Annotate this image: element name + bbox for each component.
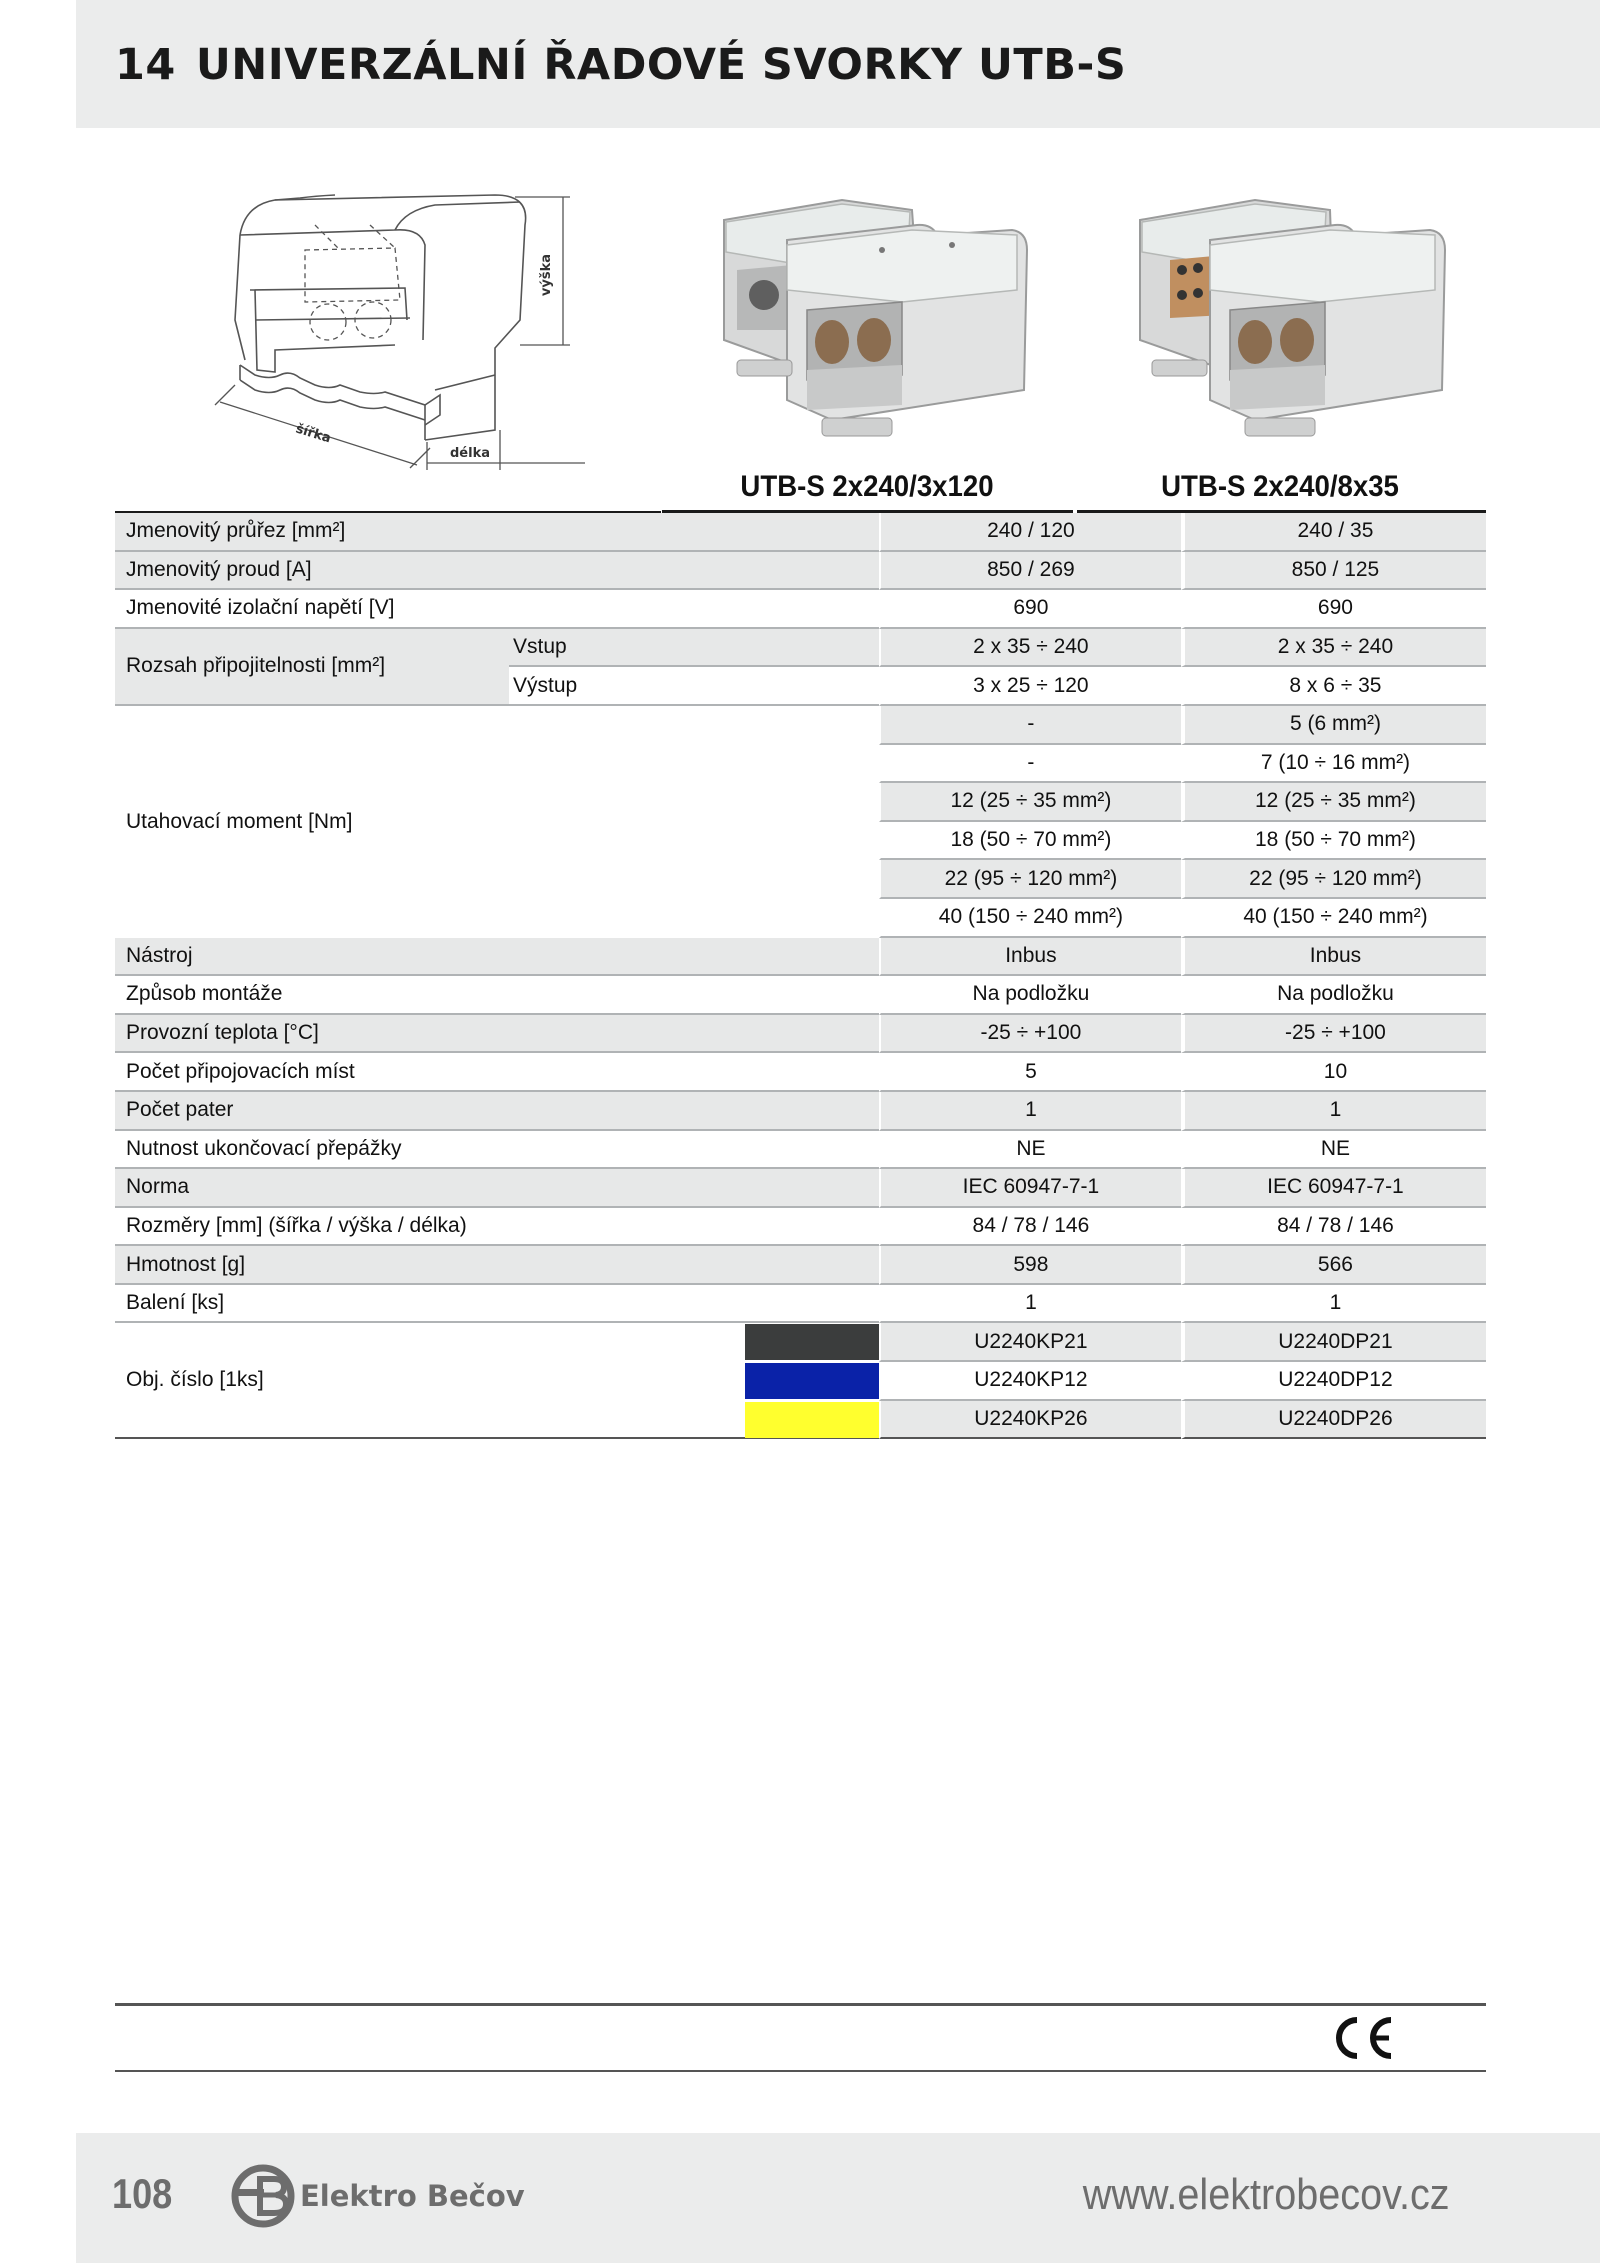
cell-value: 18 (50 ÷ 70 mm²)	[1181, 822, 1486, 861]
cell-value: 2 x 35 ÷ 240	[879, 629, 1181, 668]
cell-value: IEC 60947-7-1	[879, 1169, 1181, 1208]
product-photo-8x35	[1130, 190, 1465, 445]
color-swatch-black	[745, 1324, 879, 1360]
row-label: Obj. číslo [1ks]	[115, 1323, 509, 1439]
length-label: délka	[450, 446, 490, 461]
cell-value: Na podložku	[1181, 976, 1486, 1015]
row-label: Jmenovitý proud [A]	[115, 552, 879, 591]
table-row	[115, 1323, 1486, 1362]
cell-value: 40 (150 ÷ 240 mm²)	[879, 899, 1181, 938]
table-row	[115, 629, 1486, 668]
cell-value: 690	[879, 590, 1181, 629]
row-label: Jmenovitý průřez [mm²]	[115, 513, 879, 552]
cell-value: 850 / 125	[1181, 552, 1486, 591]
cell-value: Inbus	[879, 938, 1181, 977]
cell-value: 5 (6 mm²)	[1181, 706, 1486, 745]
cell-value: NE	[1181, 1131, 1486, 1170]
row-label: Jmenovité izolační napětí [V]	[115, 590, 879, 629]
cell-value: 598	[879, 1246, 1181, 1285]
cell-value: 1	[879, 1092, 1181, 1131]
row-label: Rozsah připojitelnosti [mm²]	[115, 629, 509, 706]
table-row	[115, 1053, 1486, 1092]
cell-value: 40 (150 ÷ 240 mm²)	[1181, 899, 1486, 938]
cell-value: 1	[879, 1285, 1181, 1324]
brand-logo-icon	[228, 2161, 298, 2231]
cell-value: U2240DP26	[1181, 1401, 1486, 1440]
cell-value: NE	[879, 1131, 1181, 1170]
divider	[115, 2003, 1486, 2006]
cell-value: 1	[1181, 1285, 1486, 1324]
cell-value: -	[879, 706, 1181, 745]
cell-value: -25 ÷ +100	[879, 1015, 1181, 1054]
section-title: UNIVERZÁLNÍ ŘADOVÉ SVORKY UTB-S	[195, 40, 1127, 90]
cell-value: 690	[1181, 590, 1486, 629]
row-label: Počet pater	[115, 1092, 879, 1131]
color-swatch-cell	[509, 1362, 879, 1401]
page-number: 108	[112, 2170, 173, 2217]
row-label: Norma	[115, 1169, 879, 1208]
cell-value: -	[879, 745, 1181, 784]
cell-value: 240 / 120	[879, 513, 1181, 552]
table-row	[115, 590, 1486, 629]
height-label: výška	[539, 253, 554, 297]
table-row	[115, 1208, 1486, 1247]
width-label: šířka	[293, 421, 333, 447]
cell-value: -25 ÷ +100	[1181, 1015, 1486, 1054]
color-swatch-yellow	[745, 1402, 879, 1438]
product-heading-2: UTB-S 2x240/8x35	[1161, 470, 1399, 503]
cell-value: 240 / 35	[1181, 513, 1486, 552]
row-label: Provozní teplota [°C]	[115, 1015, 879, 1054]
cell-value: 7 (10 ÷ 16 mm²)	[1181, 745, 1486, 784]
table-row	[115, 1131, 1486, 1170]
cell-value: U2240KP21	[879, 1323, 1181, 1362]
table-row	[115, 1015, 1486, 1054]
section-number: 14	[115, 40, 176, 90]
product-heading-1: UTB-S 2x240/3x120	[740, 470, 994, 503]
row-label: Způsob montáže	[115, 976, 879, 1015]
table-row	[115, 552, 1486, 591]
cell-value: 84 / 78 / 146	[879, 1208, 1181, 1247]
row-label: Balení [ks]	[115, 1285, 879, 1324]
cell-value: 850 / 269	[879, 552, 1181, 591]
website-url: www.elektrobecov.cz	[1083, 2170, 1450, 2219]
row-label: Hmotnost [g]	[115, 1246, 879, 1285]
cell-value: 10	[1181, 1053, 1486, 1092]
cell-value: 1	[1181, 1092, 1486, 1131]
cell-value: 566	[1181, 1246, 1486, 1285]
product-photo-3x120	[712, 190, 1047, 445]
table-row	[115, 976, 1486, 1015]
color-swatch-blue	[745, 1363, 879, 1399]
row-label: Nástroj	[115, 938, 879, 977]
row-sublabel: Vstup	[509, 629, 879, 668]
cell-value: U2240KP26	[879, 1401, 1181, 1440]
table-row	[115, 1092, 1486, 1131]
cell-value: 2 x 35 ÷ 240	[1181, 629, 1486, 668]
cell-value: U2240KP12	[879, 1362, 1181, 1401]
table-row	[115, 706, 1486, 745]
dimension-drawing	[195, 180, 585, 470]
cell-value: 22 (95 ÷ 120 mm²)	[1181, 860, 1486, 899]
table-row	[115, 1246, 1486, 1285]
cell-value: 8 x 6 ÷ 35	[1181, 667, 1486, 706]
row-label: Rozměry [mm] (šířka / výška / délka)	[115, 1208, 879, 1247]
row-sublabel: Výstup	[509, 667, 879, 706]
cell-value: 3 x 25 ÷ 120	[879, 667, 1181, 706]
cell-value: Na podložku	[879, 976, 1181, 1015]
cell-value: U2240DP21	[1181, 1323, 1486, 1362]
table-row	[115, 938, 1486, 977]
cell-value: 5	[879, 1053, 1181, 1092]
cell-value: 12 (25 ÷ 35 mm²)	[879, 783, 1181, 822]
cell-value: 22 (95 ÷ 120 mm²)	[879, 860, 1181, 899]
color-swatch-cell	[509, 1401, 879, 1440]
table-row	[115, 1169, 1486, 1208]
cell-value: Inbus	[1181, 938, 1486, 977]
brand-name: Elektro Bečov	[300, 2179, 525, 2213]
ce-mark-icon	[1327, 2016, 1395, 2060]
page-title	[115, 40, 1126, 90]
cell-value: IEC 60947-7-1	[1181, 1169, 1486, 1208]
cell-value: 18 (50 ÷ 70 mm²)	[879, 822, 1181, 861]
table-row	[115, 1285, 1486, 1324]
row-label: Počet připojovacích míst	[115, 1053, 879, 1092]
table-row	[115, 513, 1486, 552]
spec-table	[115, 513, 1486, 1439]
cell-value: U2240DP12	[1181, 1362, 1486, 1401]
cell-value: 12 (25 ÷ 35 mm²)	[1181, 783, 1486, 822]
cell-value: 84 / 78 / 146	[1181, 1208, 1486, 1247]
row-label: Utahovací moment [Nm]	[126, 809, 353, 833]
row-label: Nutnost ukončovací přepážky	[115, 1131, 879, 1170]
divider	[115, 2070, 1486, 2072]
color-swatch-cell	[509, 1323, 879, 1362]
